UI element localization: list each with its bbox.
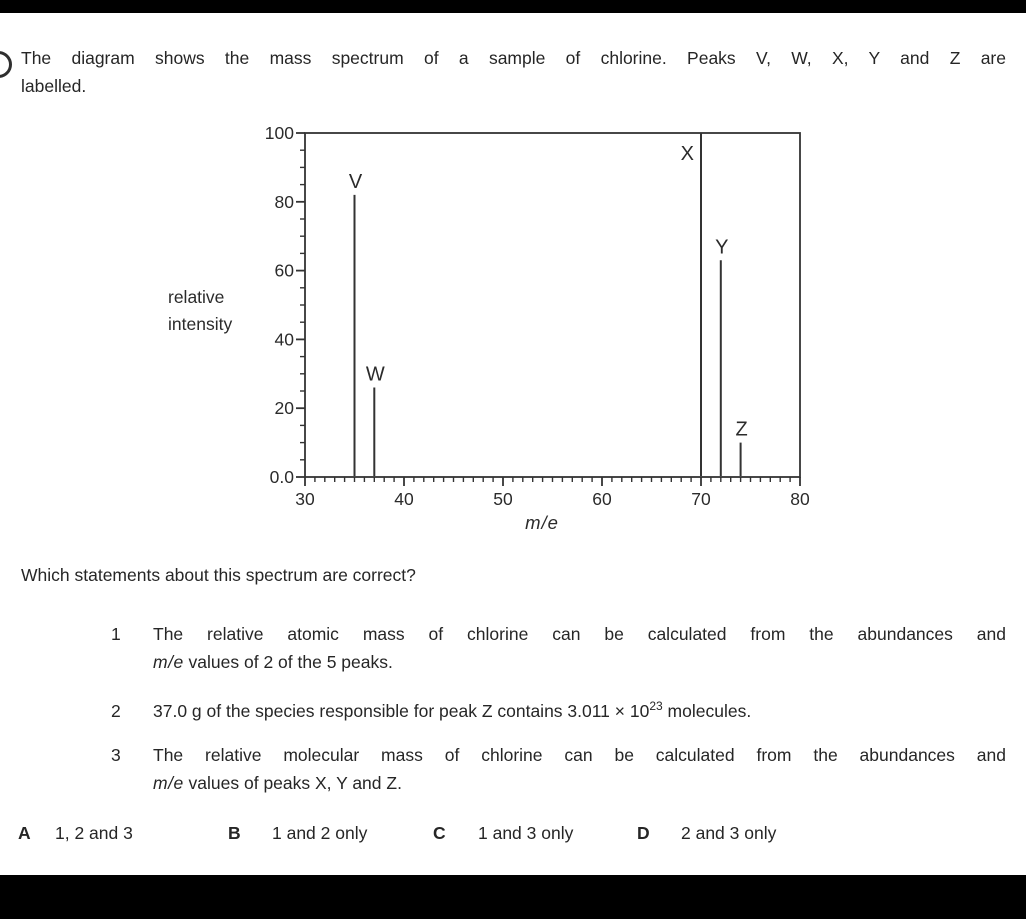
top-crop-bar	[0, 0, 1026, 13]
bottom-crop-bar	[0, 875, 1026, 919]
svg-text:60: 60	[592, 489, 612, 509]
svg-text:V: V	[348, 170, 363, 193]
svg-text:50: 50	[493, 489, 513, 509]
option-text-B: 1 and 2 only	[272, 823, 368, 843]
svg-text:0.0: 0.0	[269, 467, 294, 487]
svg-text:40: 40	[394, 489, 414, 509]
svg-text:80: 80	[790, 489, 810, 509]
option-letter-B: B	[228, 823, 241, 843]
intro-line-2: labelled.	[21, 76, 87, 96]
mass-spectrum-chart	[130, 115, 840, 545]
statement-1-line-2	[153, 648, 1006, 676]
statement-2-text-post: molecules.	[662, 701, 752, 721]
svg-text:20: 20	[274, 398, 294, 419]
statement-1-number: 1	[111, 624, 121, 644]
exponent-23: 23	[649, 699, 663, 713]
svg-text:Y: Y	[715, 236, 729, 259]
intro-line-1: The diagram shows the mass spectrum of a sample of chlorine. Peaks V, W, X, Y and Z are	[21, 48, 1006, 68]
statement-1-line-2-rest: values of 2 of the 5 peaks.	[183, 652, 393, 672]
svg-text:relative: relative	[168, 287, 225, 307]
question-stem: Which statements about this spectrum are correct?	[21, 565, 416, 585]
option-letter-D: D	[637, 823, 650, 843]
statement-2-number: 2	[111, 701, 121, 721]
option-text-D: 2 and 3 only	[681, 823, 777, 843]
svg-text:X: X	[680, 143, 694, 165]
statement-3-line-1: The relative molecular mass of chlorine can be calculated from the abundances and	[153, 745, 1006, 765]
m-over-e-symbol: m/e	[153, 773, 184, 793]
question-number-fragment	[0, 51, 12, 78]
m-over-e-symbol: m/e	[153, 652, 184, 672]
statement-2-text-pre: 37.0 g of the species responsible for peak Z contains 3.011 × 10	[153, 701, 650, 721]
answer-options-row	[0, 819, 1026, 849]
svg-text:80: 80	[274, 191, 294, 212]
svg-text:70: 70	[691, 489, 711, 509]
intro-paragraph	[21, 44, 1006, 100]
svg-text:m/e: m/e	[525, 512, 559, 533]
statement-1-line-1: The relative atomic mass of chlorine can be calculated from the abundances and	[153, 624, 1006, 644]
svg-text:30: 30	[295, 489, 315, 509]
svg-text:40: 40	[274, 329, 294, 350]
svg-text:60: 60	[274, 260, 294, 281]
statement-3-text	[153, 741, 1006, 797]
svg-text:W: W	[365, 363, 385, 386]
mass-spectrum-figure	[130, 115, 840, 545]
option-text-A: 1, 2 and 3	[55, 823, 133, 843]
svg-text:Z: Z	[735, 418, 748, 441]
svg-text:100: 100	[264, 123, 294, 143]
statement-3-line-2-rest: values of peaks X, Y and Z.	[183, 773, 402, 793]
statement-3-line-2	[153, 769, 1006, 797]
option-letter-C: C	[433, 823, 446, 843]
option-letter-A: A	[18, 823, 31, 843]
statement-2-text	[153, 697, 1006, 725]
statement-1-text	[153, 620, 1006, 676]
statement-3-number: 3	[111, 745, 121, 765]
option-text-C: 1 and 3 only	[478, 823, 574, 843]
svg-text:intensity: intensity	[168, 314, 233, 334]
